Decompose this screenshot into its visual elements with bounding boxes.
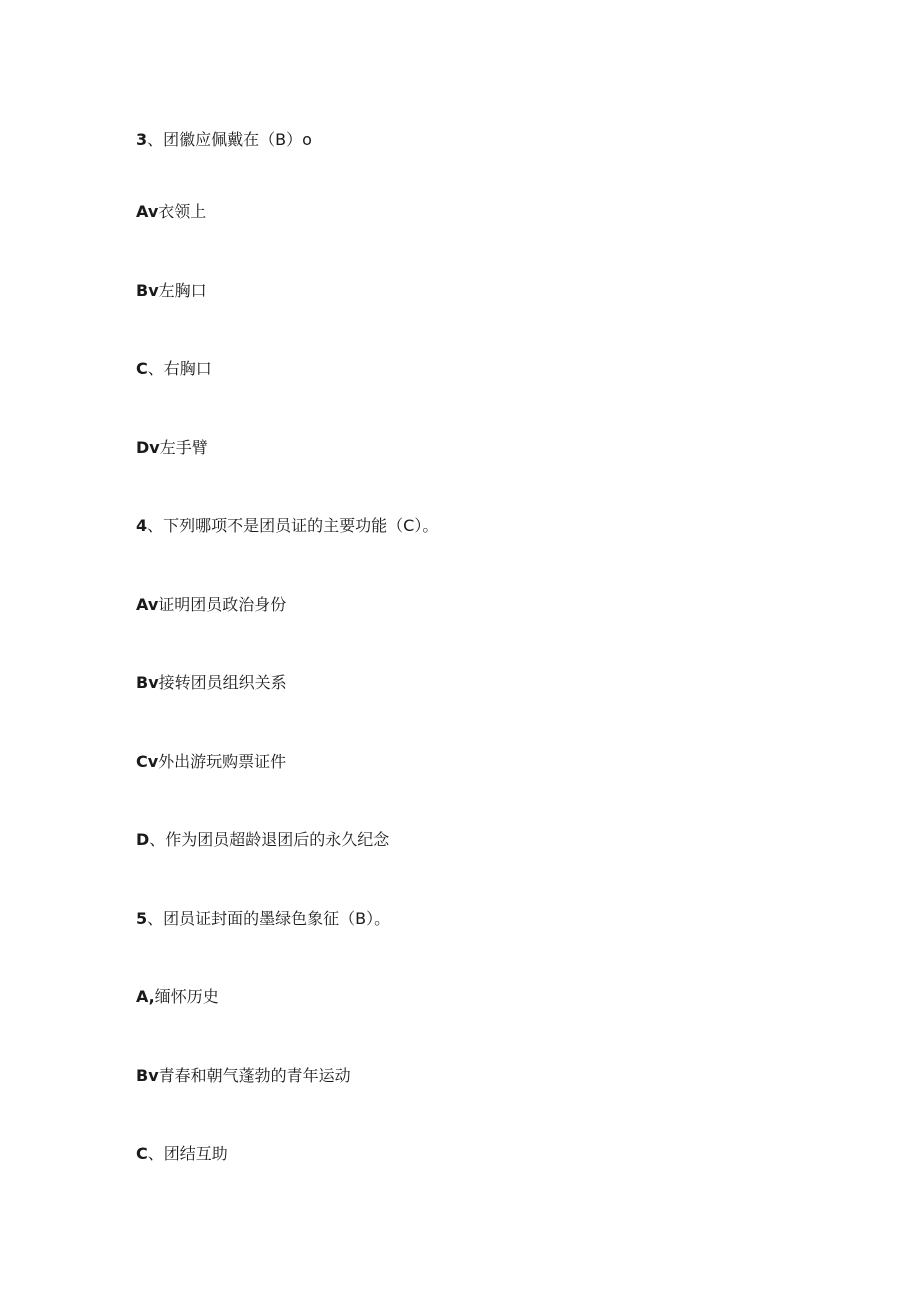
option-label: C: [136, 359, 148, 378]
option-text: 接转团员组织关系: [158, 673, 287, 692]
question-5: [136, 909, 390, 929]
option-label: A,: [136, 987, 155, 1006]
question-4-option-c: [136, 752, 286, 772]
option-label: Bv: [136, 673, 159, 692]
question-4-option-a: [136, 595, 286, 615]
question-3-option-c: [136, 359, 212, 379]
question-4-number: 4: [136, 516, 148, 535]
option-text: 、右胸口: [147, 359, 212, 378]
question-3-option-d: [136, 438, 208, 458]
question-4-option-d: [136, 830, 389, 850]
option-label: C: [136, 1144, 148, 1163]
question-3: [136, 130, 312, 150]
option-text: 左胸口: [158, 281, 207, 300]
question-5-option-c: [136, 1144, 228, 1164]
question-5-number: 5: [136, 909, 148, 928]
question-4-option-b: [136, 673, 287, 693]
option-label: Cv: [136, 752, 159, 771]
option-label: Bv: [136, 281, 159, 300]
option-label: Av: [136, 202, 159, 221]
option-text: 、团结互助: [147, 1144, 228, 1163]
question-3-number: 3: [136, 130, 148, 149]
option-text: 缅怀历史: [154, 987, 219, 1006]
option-text: 青春和朝气蓬勃的青年运动: [158, 1066, 351, 1085]
question-5-option-a: [136, 987, 219, 1007]
option-label: Dv: [136, 438, 160, 457]
question-5-text: 、团员证封面的墨绿色象征（B）。: [147, 909, 391, 928]
question-3-option-b: [136, 281, 207, 301]
option-label: D: [136, 830, 150, 849]
question-5-option-b: [136, 1066, 351, 1086]
option-label: Av: [136, 595, 159, 614]
option-text: 外出游玩购票证件: [158, 752, 287, 771]
option-text: 证明团员政治身份: [158, 595, 287, 614]
option-text: 衣领上: [158, 202, 207, 221]
option-text: 左手臂: [159, 438, 208, 457]
question-4: [136, 516, 438, 536]
question-3-option-a: [136, 202, 206, 222]
question-4-text: 、下列哪项不是团员证的主要功能（C）。: [147, 516, 439, 535]
option-text: 、作为团员超龄退团后的永久纪念: [149, 830, 390, 849]
question-3-text: 、团徽应佩戴在（B）o: [147, 130, 312, 149]
option-label: Bv: [136, 1066, 159, 1085]
